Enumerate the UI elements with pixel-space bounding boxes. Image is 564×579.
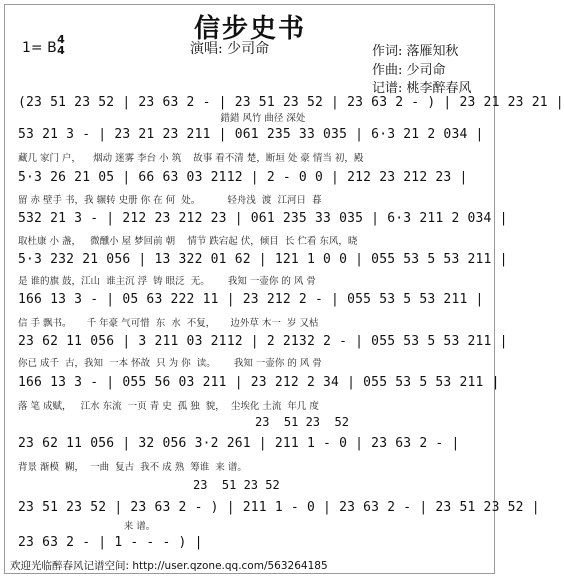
song-title: 信步史书 <box>193 14 306 44</box>
score-line: 23 62 11 056 | 3 211 03 2112 | 2 2132 2 - | 055 53 5 53 211 | <box>18 334 508 349</box>
score-line: 23 51 23 52 | 23 63 2 - ) | 211 1 - 0 | 23 63 2 - | 23 51 23 52 | <box>18 500 540 515</box>
footer-text: 欢迎光临醉春风记谱空间: http://user.qzone.qq.com/563264185 <box>10 560 328 572</box>
lyric-line: 錯錯 风竹 曲径 深处 <box>18 113 306 124</box>
lyric-line: 来 谱。 <box>18 521 156 532</box>
transcriber-credit: 记谱: 桃李醉春风 <box>372 81 472 96</box>
score-line: 23 63 2 - | 1 - - - ) | <box>18 535 203 550</box>
score-line: 53 21 3 - | 23 21 23 211 | 061 235 33 035 | 6·3 21 2 034 | <box>18 127 484 142</box>
composer-credit: 作曲: 少司命 <box>372 63 446 78</box>
meter-bottom: 4 <box>57 44 65 57</box>
repeat-bracket: 23 51 23 52 <box>255 415 349 429</box>
score-line: 23 62 11 056 | 32 056 3·2 261 | 211 1 - 0 | 23 63 2 - | <box>18 436 460 451</box>
lyric-line: 是 谁的旗 鼓，江山 谁主沉 浮 铸 眼泛 无。 我知 一壶你 的 风 骨 <box>18 276 316 287</box>
score-line: 166 13 3 - | 055 56 03 211 | 23 212 2 34 | 055 53 5 53 211 | <box>18 375 500 390</box>
singer-credit: 演唱: 少司命 <box>190 41 270 57</box>
time-signature <box>55 34 67 56</box>
lyric-line: 背景 渐模 糊， 一曲 复古 我不 成 熟 筹谁 来 谱。 <box>18 462 247 473</box>
lyric-line: 你已 成千 古，我知 一本 怀故 只 为 你 读。 我知 一壶你 的 风 骨 <box>18 358 322 369</box>
score-line: 166 13 3 - | 05 63 222 11 | 23 212 2 - | 055 53 5 53 211 | <box>18 292 484 307</box>
score-line: (23 51 23 52 | 23 63 2 - | 23 51 23 52 | 23 63 2 - ) | 23 21 23 21 | <box>18 95 564 110</box>
lyric-line: 取杜康 小 盏， 微醺小 屋 梦回前 朝 情节 跌宕起 伏，倾目 长 伫看 东风，晓 <box>18 236 358 247</box>
lyric-line: 藏几 家门 户， 烟动 迷雾 李台 小 筑 故事 看不清 楚，断垣 处 豪 情当 初，殿 <box>18 153 364 164</box>
lyric-line: 落 笔 成赋， 江水 东流 一页 青 史 孤 独 貌， 尘埃化 土流 年几 度 <box>18 401 319 412</box>
lyric-line: 信 手 飘书。 千 年豪 气可惜 东 水 不复， 边外草 木一 岁 又枯 <box>18 318 319 329</box>
repeat-bracket: 23 51 23 52 <box>193 478 280 492</box>
key-signature: 1= B <box>22 40 57 56</box>
score-line: 5·3 26 21 05 | 66 63 03 2112 | 2 - 0 0 | 212 23 212 23 | <box>18 170 468 185</box>
lyricist-credit: 作词: 落雁知秋 <box>372 44 459 59</box>
lyric-line: 留 赤 壁手 书，我 辗转 史册 你 在 何 处。 轻舟浅 渡 江河日 暮 <box>18 195 322 206</box>
score-line: 5·3 232 21 056 | 13 322 01 62 | 121 1 0 0 | 055 53 5 53 211 | <box>18 252 508 267</box>
score-line: 532 21 3 - | 212 23 212 23 | 061 235 33 035 | 6·3 211 2 034 | <box>18 211 508 226</box>
meter-top: 4 <box>57 33 65 46</box>
